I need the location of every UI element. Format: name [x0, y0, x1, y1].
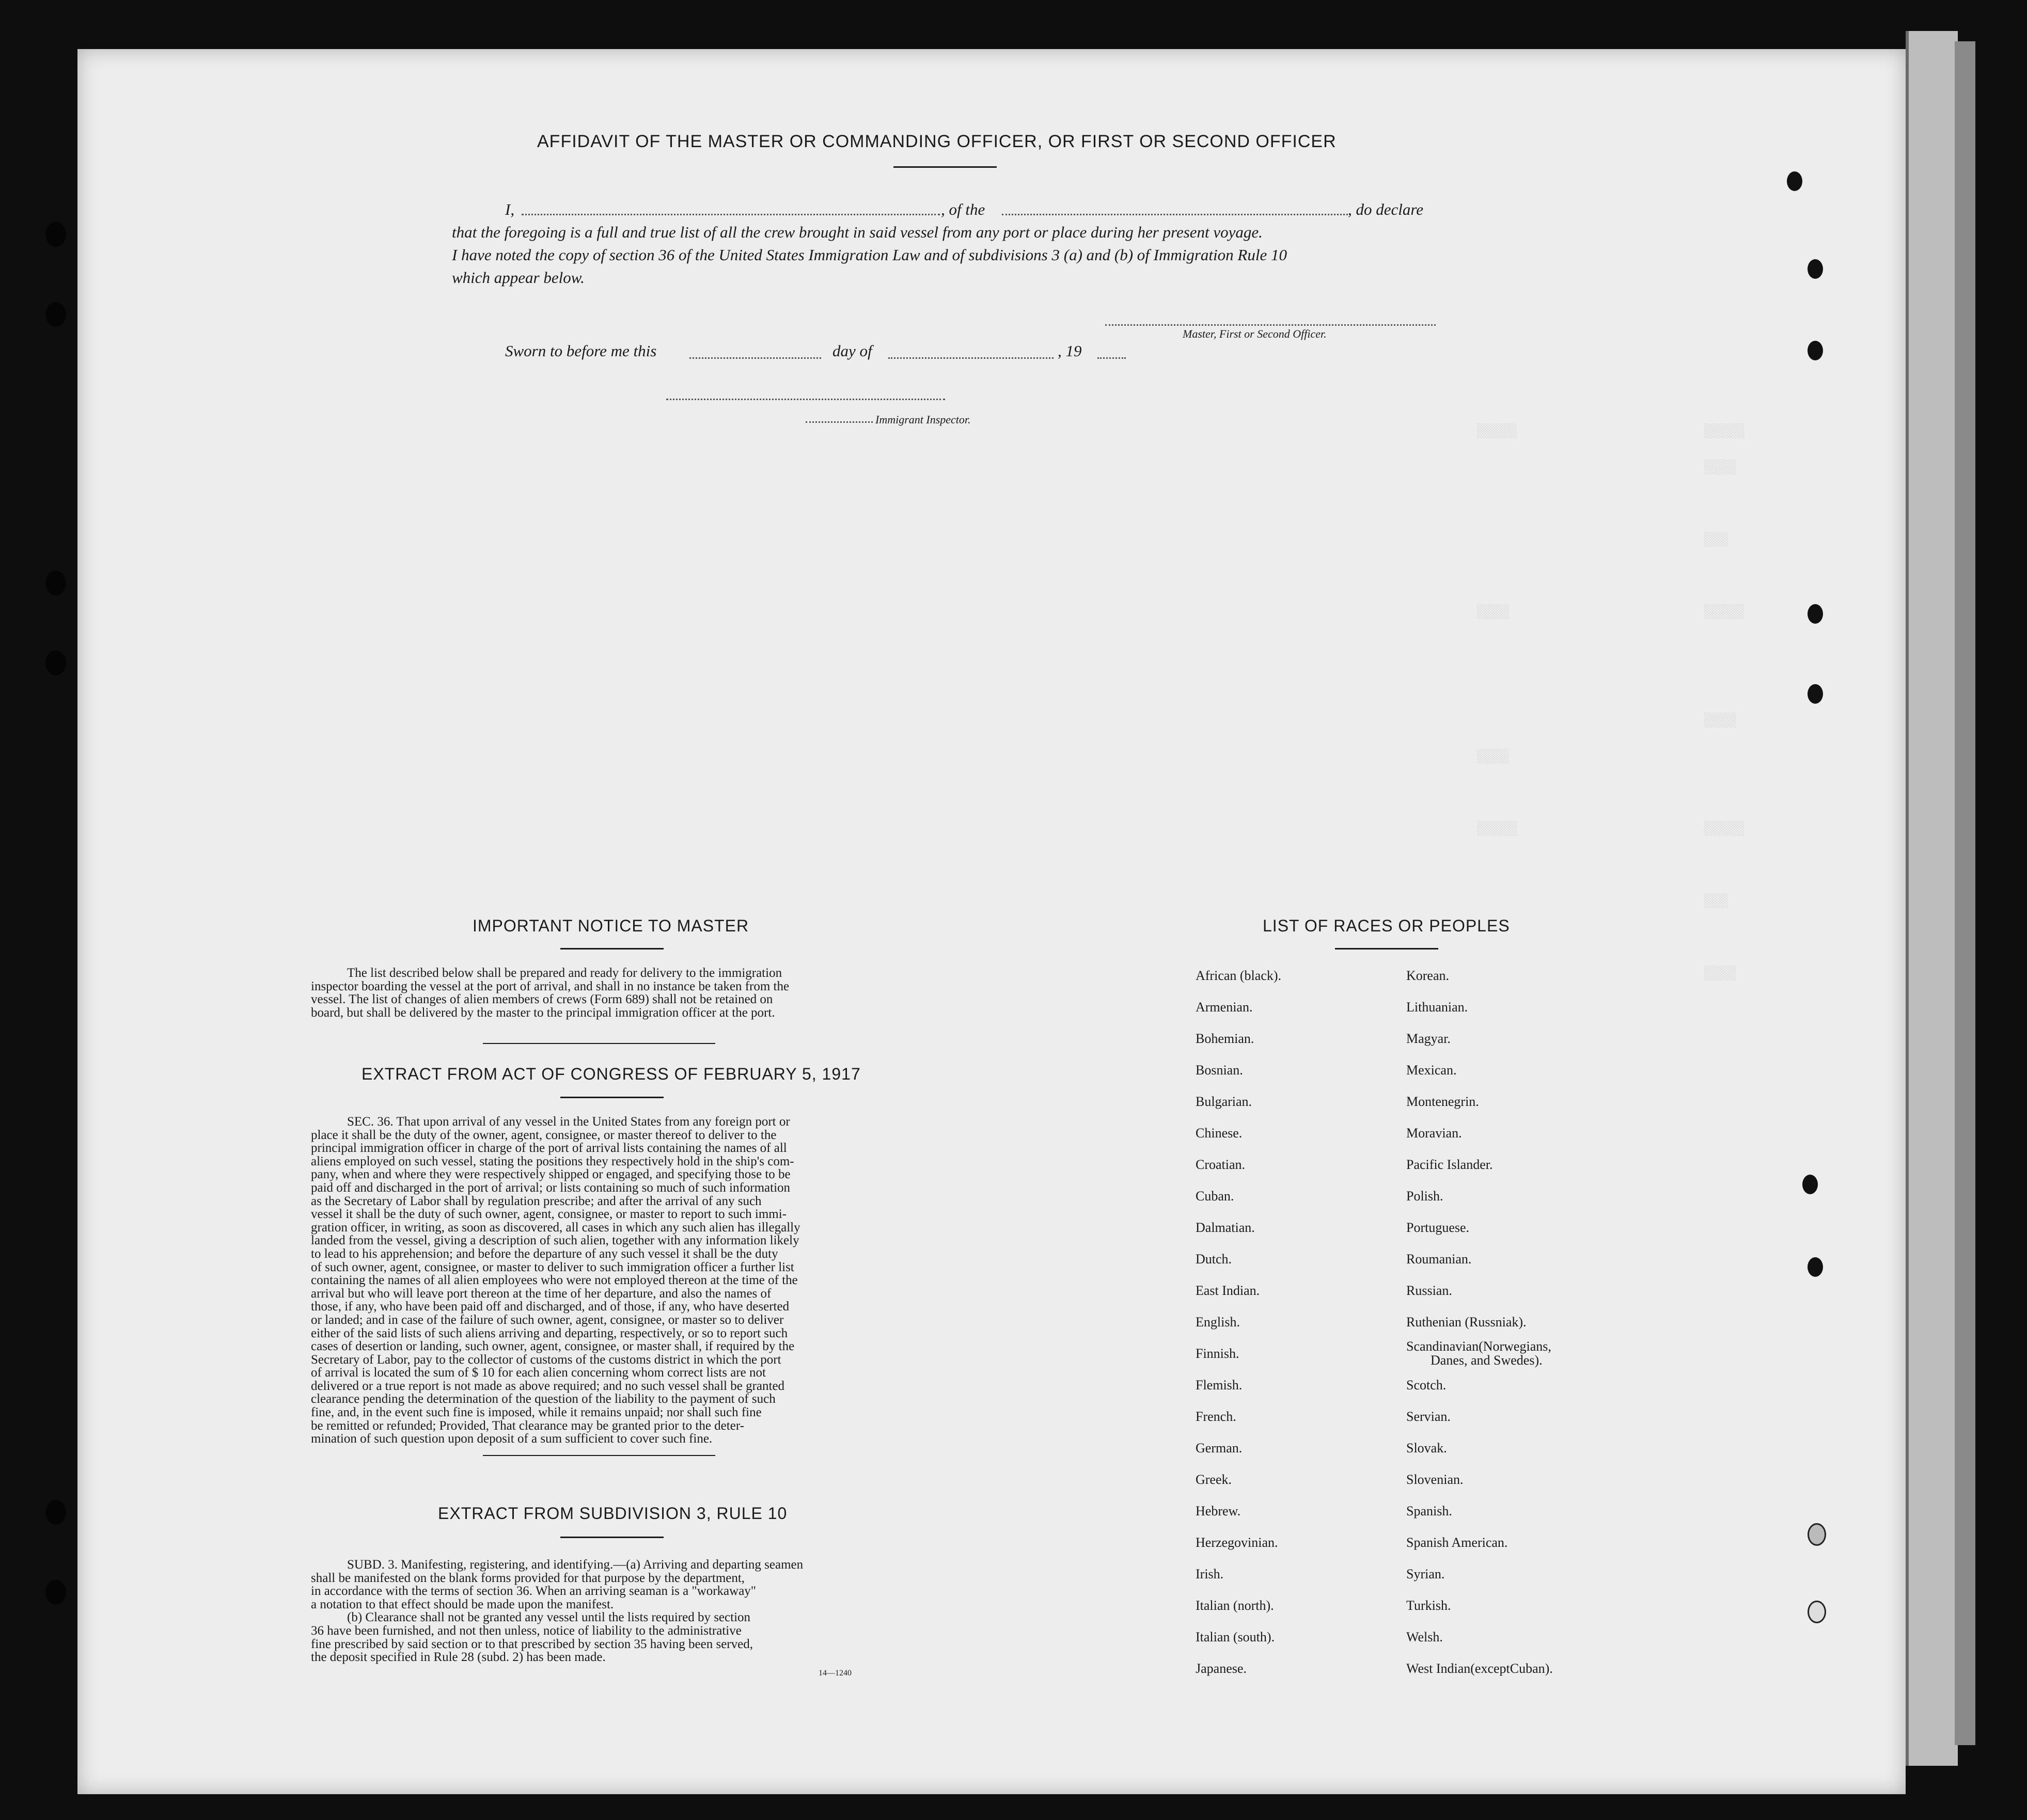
affidavit-i: I,	[505, 200, 515, 218]
act-line: cases of desertion or landing, such owner, agent, consignee, or master shall, if required by the	[311, 1339, 795, 1354]
race-item: African (black).	[1196, 968, 1282, 983]
notice-text	[311, 967, 913, 1019]
race-item: Flemish.	[1196, 1378, 1243, 1392]
notice-separator	[483, 1043, 715, 1044]
race-item: Portuguese.	[1406, 1220, 1470, 1235]
race-item: Bohemian.	[1196, 1031, 1254, 1046]
affidavit-line-3: I have noted the copy of section 36 of the United States Immigration Law and of subdivisions 3 (a) and (b) of Immigration Rule 10	[452, 246, 1287, 264]
races-title: LIST OF RACES OR PEOPLES	[1263, 916, 1510, 935]
races-underline	[1335, 948, 1438, 949]
race-item: Finnish.	[1196, 1346, 1239, 1361]
race-item: Mexican.	[1406, 1063, 1457, 1078]
inspector-label: Immigrant Inspector.	[875, 413, 971, 426]
race-item: Irish.	[1196, 1566, 1224, 1581]
sworn-year-blank[interactable]	[1097, 357, 1126, 359]
page-edge-stack	[1906, 31, 1958, 1766]
notice-underline	[560, 948, 664, 949]
rule-line: SUBD. 3. Manifesting, registering, and identifying.—(a) Arriving and departing seamen	[347, 1558, 804, 1572]
affidavit-line-4: which appear below.	[452, 268, 585, 287]
page-edge-shadow	[1955, 41, 1975, 1745]
act-separator	[483, 1455, 715, 1456]
act-line: mination of such question upon deposit of a sum sufficient to cover such fine.	[311, 1432, 713, 1446]
race-item: Greek.	[1196, 1472, 1232, 1487]
race-item: French.	[1196, 1409, 1236, 1424]
race-item: English.	[1196, 1315, 1240, 1330]
race-item: Dutch.	[1196, 1252, 1232, 1267]
race-item: Danes, and Swedes).	[1431, 1353, 1543, 1368]
race-item: Herzegovinian.	[1196, 1535, 1278, 1550]
day-of-text: day of	[832, 342, 872, 360]
affidavit-title: AFFIDAVIT OF THE MASTER OR COMMANDING OFFICER, OR FIRST OR SECOND OFFICER	[537, 132, 1337, 151]
race-item: Hebrew.	[1196, 1504, 1241, 1518]
sworn-day-blank[interactable]	[689, 357, 821, 359]
affidavit-do-declare: , do declare	[1348, 200, 1424, 218]
act-line: place it shall be the duty of the owner, agent, consignee, or master thereof to deliver to the	[311, 1128, 777, 1142]
form-number: 14—1240	[819, 1669, 852, 1677]
race-item: Spanish.	[1406, 1504, 1452, 1518]
race-item: Ruthenian (Russniak).	[1406, 1315, 1527, 1330]
extract-rule-underline	[560, 1537, 664, 1538]
sworn-text: Sworn to before me this	[505, 342, 657, 360]
race-item: Croatian.	[1196, 1157, 1246, 1172]
race-item: Scandinavian(Norwegians,	[1406, 1339, 1551, 1354]
act-line: of such owner, agent, consignee, or master to deliver to such immigration officer a further list	[311, 1260, 794, 1274]
race-item: German.	[1196, 1441, 1243, 1455]
race-item: Polish.	[1406, 1189, 1443, 1204]
act-line: be remitted or refunded; Provided, That clearance may be granted prior to the deter-	[311, 1418, 744, 1433]
extract-act-text	[311, 1115, 913, 1446]
act-line: Secretary of Labor, pay to the collector of customs of the customs district in which the port	[311, 1352, 781, 1367]
race-item: Spanish American.	[1406, 1535, 1508, 1550]
race-item: Slovenian.	[1406, 1472, 1464, 1487]
race-item: Russian.	[1406, 1283, 1452, 1298]
master-signature-line[interactable]	[1105, 324, 1436, 326]
act-line: those, if any, who have been paid off and discharged, and of those, if any, who have deserted	[311, 1300, 790, 1314]
act-line: either of the said lists of such aliens arriving and departing, respectively, or so to report such	[311, 1326, 788, 1340]
race-item: Pacific Islander.	[1406, 1157, 1493, 1172]
act-line: containing the names of all alien employees who were not employed thereon at the time of the	[311, 1273, 798, 1288]
manifest-page	[77, 49, 1906, 1794]
race-item: Syrian.	[1406, 1566, 1445, 1581]
extract-rule-title: EXTRACT FROM SUBDIVISION 3, RULE 10	[438, 1504, 788, 1523]
race-item: West Indian(exceptCuban).	[1406, 1661, 1553, 1676]
sworn-month-blank[interactable]	[888, 357, 1054, 359]
notice-line: board, but shall be delivered by the master to the principal immigration officer at the port.	[311, 1005, 775, 1020]
act-line: landed from the vessel, giving a description of such alien, together with any information likely	[311, 1233, 799, 1248]
inspector-signature-line[interactable]	[666, 399, 945, 400]
race-item: Korean.	[1406, 968, 1450, 983]
race-item: Japanese.	[1196, 1661, 1247, 1676]
act-line: SEC. 36. That upon arrival of any vessel in the United States from any foreign port or	[347, 1115, 790, 1129]
notice-line: inspector boarding the vessel at the port of arrival, and shall in no instance be taken from the	[311, 979, 790, 993]
act-line: of arrival is located the sum of $ 10 for each alien concerning whom correct lists are not	[311, 1366, 766, 1380]
race-item: Magyar.	[1406, 1031, 1451, 1046]
rule-line: the deposit specified in Rule 28 (subd. 2) has been made.	[311, 1650, 606, 1665]
act-line: as the Secretary of Labor shall by regulation prescribe; and after the arrival of any such	[311, 1194, 762, 1208]
race-item: East Indian.	[1196, 1283, 1260, 1298]
rule-line: (b) Clearance shall not be granted any vessel until the lists required by section	[347, 1610, 751, 1625]
officer-name-blank[interactable]	[522, 214, 940, 215]
year-text: , 19	[1058, 342, 1082, 360]
act-line: paid off and discharged in the port of arrival; or lists containing so much of such information	[311, 1180, 791, 1195]
race-item: Welsh.	[1406, 1629, 1443, 1644]
race-item: Lithuanian.	[1406, 1000, 1468, 1015]
extract-act-underline	[560, 1097, 664, 1098]
race-item: Roumanian.	[1406, 1252, 1472, 1267]
notice-title: IMPORTANT NOTICE TO MASTER	[473, 916, 749, 935]
rule-line: shall be manifested on the blank forms provided for that purpose by the department,	[311, 1571, 745, 1585]
race-item: Cuban.	[1196, 1189, 1234, 1204]
race-item: Scotch.	[1406, 1378, 1447, 1392]
extract-rule-text	[311, 1558, 913, 1664]
race-item: Italian (north).	[1196, 1598, 1274, 1613]
rule-line: fine prescribed by said section or to that prescribed by section 35 having been served,	[311, 1637, 753, 1651]
affidavit-line-2: that the foregoing is a full and true list of all the crew brought in said vessel from any port or place during her present voyage.	[452, 223, 1263, 241]
race-item: Dalmatian.	[1196, 1220, 1255, 1235]
race-item: Italian (south).	[1196, 1629, 1275, 1644]
rule-line: in accordance with the terms of section 36. When an arriving seaman is a "workaway"	[311, 1584, 757, 1599]
act-line: pany, when and where they were respectively shipped or engaged, and specifying those to be	[311, 1167, 791, 1182]
inspector-lead-line	[806, 421, 873, 423]
act-line: aliens employed on such vessel, stating the positions they respectively hold in the ship's com-	[311, 1154, 794, 1168]
race-item: Montenegrin.	[1406, 1094, 1479, 1109]
vessel-name-blank[interactable]	[1002, 214, 1348, 215]
rule-line: 36 have been furnished, and not then unless, notice of liability to the administrative	[311, 1623, 742, 1638]
notice-line: The list described below shall be prepared and ready for delivery to the immigration	[347, 966, 782, 980]
rule-line: a notation to that effect should be made upon the manifest.	[311, 1597, 614, 1611]
act-line: or landed; and in case of the failure of such owner, agent, consignee, or master so to deliver	[311, 1312, 784, 1327]
act-line: fine, and, in the event such fine is imposed, while it remains unpaid; nor shall such fine	[311, 1405, 762, 1420]
extract-act-title: EXTRACT FROM ACT OF CONGRESS OF FEBRUARY 5, 1917	[362, 1065, 861, 1083]
race-item: Armenian.	[1196, 1000, 1253, 1015]
race-item: Bulgarian.	[1196, 1094, 1252, 1109]
notice-line: vessel. The list of changes of alien members of crews (Form 689) shall not be retained on	[311, 992, 773, 1007]
race-item: Chinese.	[1196, 1126, 1243, 1141]
act-line: principal immigration officer in charge of the port of arrival lists containing the names of all	[311, 1141, 787, 1156]
race-item: Bosnian.	[1196, 1063, 1243, 1078]
affidavit-of-the: , of the	[941, 200, 985, 218]
race-item: Moravian.	[1406, 1126, 1462, 1141]
act-line: gration officer, in writing, as soon as discovered, all cases in which any such alien has illegally	[311, 1220, 800, 1235]
act-line: clearance pending the determination of the question of the liability to the payment of such	[311, 1392, 776, 1406]
race-item: Servian.	[1406, 1409, 1451, 1424]
act-line: delivered or a true report is not made as above required; and no such vessel shall be granted	[311, 1379, 785, 1393]
title-underline	[893, 166, 997, 168]
race-item: Slovak.	[1406, 1441, 1447, 1455]
act-line: to lead to his apprehension; and before the departure of any such vessel it shall be the duty	[311, 1246, 778, 1261]
act-line: arrival but who will leave port thereon at the time of her departure, and also the names of	[311, 1286, 772, 1301]
master-signature-label: Master, First or Second Officer.	[1183, 327, 1327, 340]
act-line: vessel it shall be the duty of such owner, agent, consignee, or master to report to such immi-	[311, 1207, 787, 1222]
race-item: Turkish.	[1406, 1598, 1451, 1613]
